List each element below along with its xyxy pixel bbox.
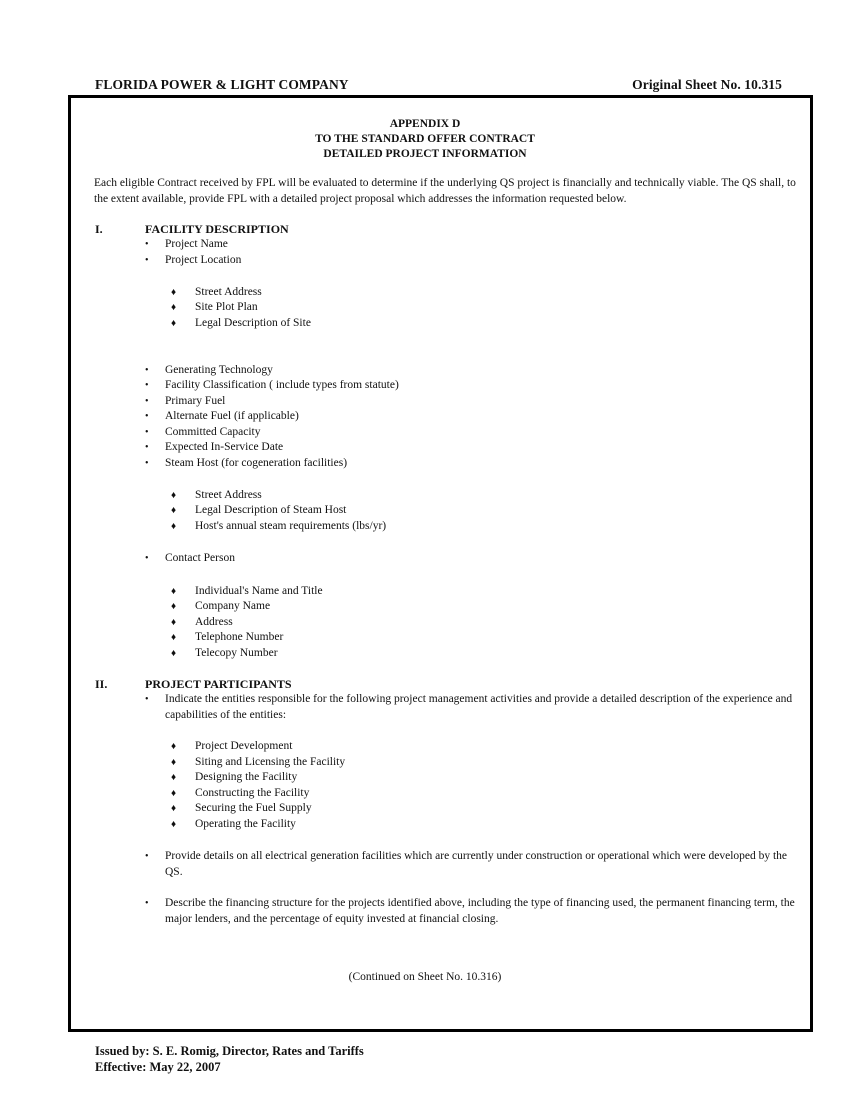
diamond-bullet-icon: ♦ [171, 617, 177, 628]
intro-paragraph: Each eligible Contract received by FPL will be evaluated to determine if the underlying QS project is financially and technically viable. The QS shall, to the extent available, provide FPL with a detailed project proposal which addresses the information requested below. [94, 177, 796, 205]
diamond-bullet-icon: ♦ [171, 757, 177, 768]
bullet-icon: • [145, 365, 149, 376]
section-1-title: FACILITY DESCRIPTION [145, 222, 289, 236]
contract-title: TO THE STANDARD OFFER CONTRACT [315, 133, 535, 145]
diamond-bullet-icon: ♦ [171, 772, 177, 783]
section-2-title: PROJECT PARTICIPANTS [145, 677, 292, 691]
diamond-bullet-icon: ♦ [171, 741, 177, 752]
diamond-bullet-icon: ♦ [171, 601, 177, 612]
diamond-bullet-icon: ♦ [171, 648, 177, 659]
diamond-bullet-icon: ♦ [171, 632, 177, 643]
bullet-icon: • [145, 442, 149, 453]
diamond-bullet-icon: ♦ [171, 819, 177, 830]
appendix-title: APPENDIX D [389, 118, 461, 130]
bullet-icon: • [145, 458, 149, 469]
bullet-icon: • [145, 239, 149, 250]
sheet-number: Original Sheet No. 10.315 [632, 77, 782, 92]
continued-note: (Continued on Sheet No. 10.316) [348, 971, 502, 983]
section-2-number: II. [95, 677, 108, 691]
bullet-icon: • [145, 694, 149, 705]
diamond-bullet-icon: ♦ [171, 287, 177, 298]
diamond-bullet-icon: ♦ [171, 803, 177, 814]
issued-by: Issued by: S. E. Romig, Director, Rates and Tariffs [95, 1044, 364, 1058]
diamond-bullet-icon: ♦ [171, 788, 177, 799]
section-1-number: I. [95, 222, 103, 236]
bullet-icon: • [145, 380, 149, 391]
bullet-icon: • [145, 898, 149, 909]
info-title: DETAILED PROJECT INFORMATION [323, 148, 527, 160]
bullet-icon: • [145, 553, 149, 564]
bullet-icon: • [145, 255, 149, 266]
diamond-bullet-icon: ♦ [171, 521, 177, 532]
diamond-bullet-icon: ♦ [171, 490, 177, 501]
diamond-bullet-icon: ♦ [171, 505, 177, 516]
diamond-bullet-icon: ♦ [171, 318, 177, 329]
diamond-bullet-icon: ♦ [171, 302, 177, 313]
diamond-bullet-icon: ♦ [171, 586, 177, 597]
bullet-icon: • [145, 427, 149, 438]
bullet-icon: • [145, 851, 149, 862]
effective-date: Effective: May 22, 2007 [95, 1060, 221, 1074]
bullet-icon: • [145, 396, 149, 407]
bullet-icon: • [145, 411, 149, 422]
company-name: FLORIDA POWER & LIGHT COMPANY [95, 77, 349, 92]
